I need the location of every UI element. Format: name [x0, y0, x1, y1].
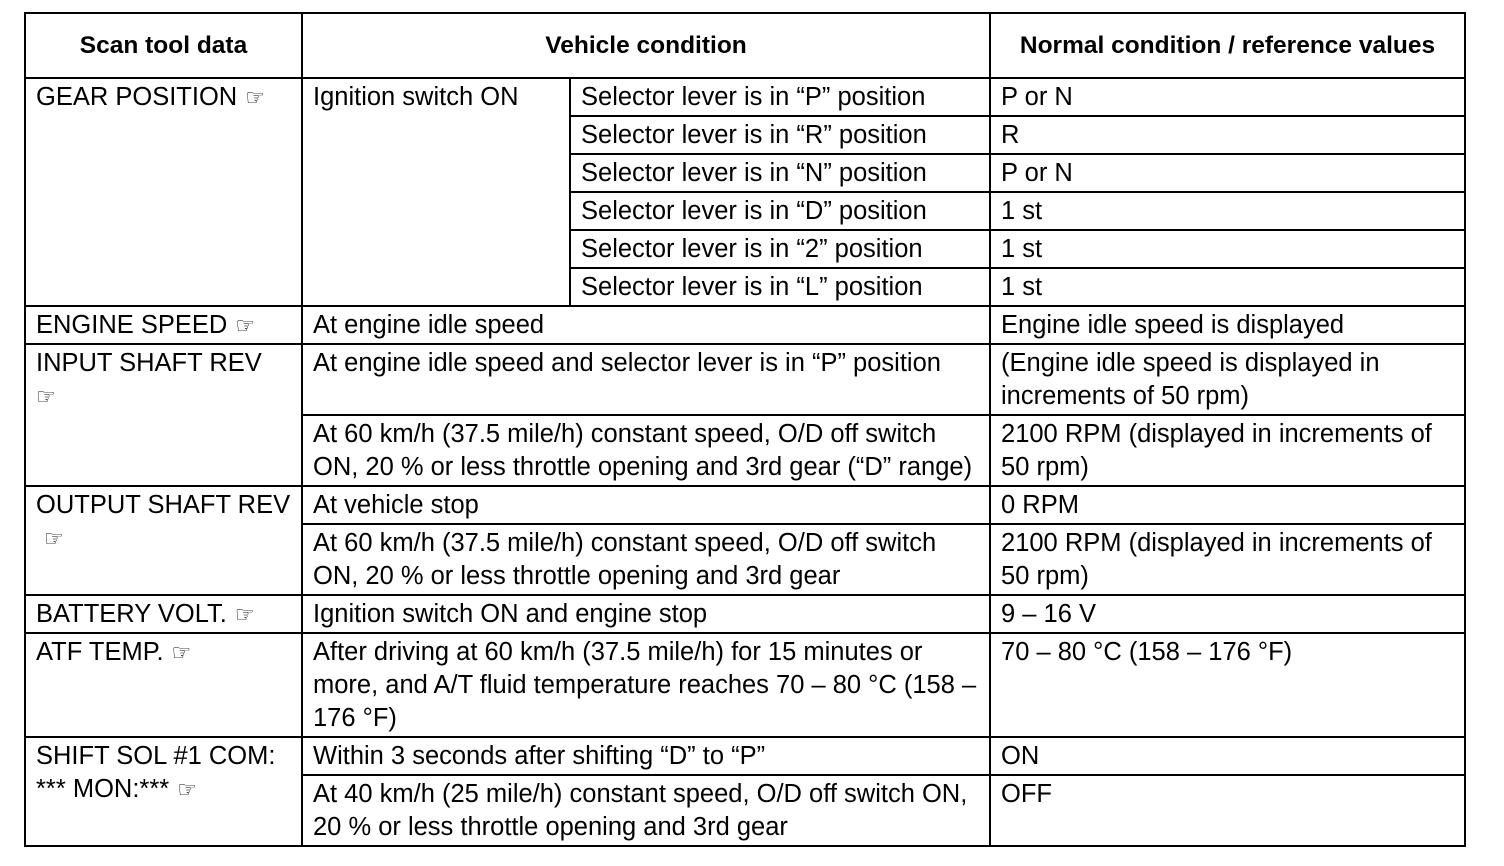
- table-row: [25, 737, 1465, 775]
- value-cell: 9 – 16 V: [990, 595, 1465, 633]
- item-gear-position: [25, 78, 302, 306]
- reference-hand-icon[interactable]: ☞: [44, 526, 64, 551]
- scan-tool-data-table: [24, 12, 1466, 847]
- reference-hand-icon[interactable]: ☞: [177, 777, 197, 802]
- condition-cell: Within 3 seconds after shifting “D” to “P”: [302, 737, 990, 775]
- condition-cell: At vehicle stop: [302, 486, 990, 524]
- table-row: [25, 306, 1465, 344]
- header-vehicle-condition: Vehicle condition: [302, 13, 990, 78]
- item-battery-volt: [25, 595, 302, 633]
- value-cell: P or N: [990, 78, 1465, 116]
- item-label: INPUT SHAFT REV: [36, 349, 262, 377]
- value-cell: 2100 RPM (displayed in increments of 50 rpm): [990, 415, 1465, 486]
- value-cell: 1 st: [990, 230, 1465, 268]
- sub-condition-cell: Selector lever is in “R” position: [570, 116, 990, 154]
- header-row: [25, 13, 1465, 78]
- reference-hand-icon[interactable]: ☞: [234, 602, 255, 627]
- reference-hand-icon[interactable]: ☞: [235, 313, 256, 338]
- condition-cell: After driving at 60 km/h (37.5 mile/h) for 15 minutes or more, and A/T fluid temperature reaches 70 – 80 °C (158 – 176 °F): [302, 633, 990, 737]
- table-row: [25, 78, 1465, 116]
- value-cell: 1 st: [990, 192, 1465, 230]
- value-cell: Engine idle speed is displayed: [990, 306, 1465, 344]
- condition-cell: At 40 km/h (25 mile/h) constant speed, O/D off switch ON, 20 % or less throttle opening and 3rd gear: [302, 775, 990, 846]
- header-normal-condition: Normal condition / reference values: [990, 13, 1465, 78]
- item-label: SHIFT SOL #1 COM: *** MON:***: [36, 742, 276, 803]
- condition-cell: Ignition switch ON and engine stop: [302, 595, 990, 633]
- sub-condition-cell: Selector lever is in “L” position: [570, 268, 990, 306]
- condition-cell: Ignition switch ON: [302, 78, 570, 306]
- sub-condition-cell: Selector lever is in “2” position: [570, 230, 990, 268]
- item-label: OUTPUT SHAFT REV: [36, 491, 291, 519]
- value-cell: 0 RPM: [990, 486, 1465, 524]
- item-shift-sol-1: [25, 737, 302, 846]
- table-row: [25, 344, 1465, 415]
- condition-cell: At 60 km/h (37.5 mile/h) constant speed, O/D off switch ON, 20 % or less throttle opening and 3rd gear (“D” range): [302, 415, 990, 486]
- value-cell: ON: [990, 737, 1465, 775]
- item-label: ATF TEMP.: [36, 638, 164, 666]
- sub-condition-cell: Selector lever is in “P” position: [570, 78, 990, 116]
- header-scan-tool-data: Scan tool data: [25, 13, 302, 78]
- reference-hand-icon[interactable]: ☞: [36, 384, 56, 409]
- value-cell: P or N: [990, 154, 1465, 192]
- sub-condition-cell: Selector lever is in “D” position: [570, 192, 990, 230]
- item-atf-temp: [25, 633, 302, 737]
- item-input-shaft-rev: [25, 344, 302, 486]
- condition-cell: At engine idle speed and selector lever is in “P” position: [302, 344, 990, 415]
- table-row: [25, 486, 1465, 524]
- item-engine-speed: [25, 306, 302, 344]
- table-row: [25, 633, 1465, 737]
- reference-hand-icon[interactable]: ☞: [245, 85, 265, 110]
- item-label: BATTERY VOLT.: [36, 600, 227, 628]
- item-label: ENGINE SPEED: [36, 311, 228, 339]
- item-label: GEAR POSITION: [36, 83, 238, 111]
- condition-cell: At engine idle speed: [302, 306, 990, 344]
- condition-cell: At 60 km/h (37.5 mile/h) constant speed, O/D off switch ON, 20 % or less throttle opening and 3rd gear: [302, 524, 990, 595]
- value-cell: 70 – 80 °C (158 – 176 °F): [990, 633, 1465, 737]
- reference-hand-icon[interactable]: ☞: [171, 640, 192, 665]
- value-cell: OFF: [990, 775, 1465, 846]
- value-cell: 1 st: [990, 268, 1465, 306]
- sub-condition-cell: Selector lever is in “N” position: [570, 154, 990, 192]
- value-cell: 2100 RPM (displayed in increments of 50 rpm): [990, 524, 1465, 595]
- value-cell: (Engine idle speed is displayed in increments of 50 rpm): [990, 344, 1465, 415]
- value-cell: R: [990, 116, 1465, 154]
- page: [24, 12, 1466, 847]
- item-output-shaft-rev: [25, 486, 302, 595]
- table-row: [25, 595, 1465, 633]
